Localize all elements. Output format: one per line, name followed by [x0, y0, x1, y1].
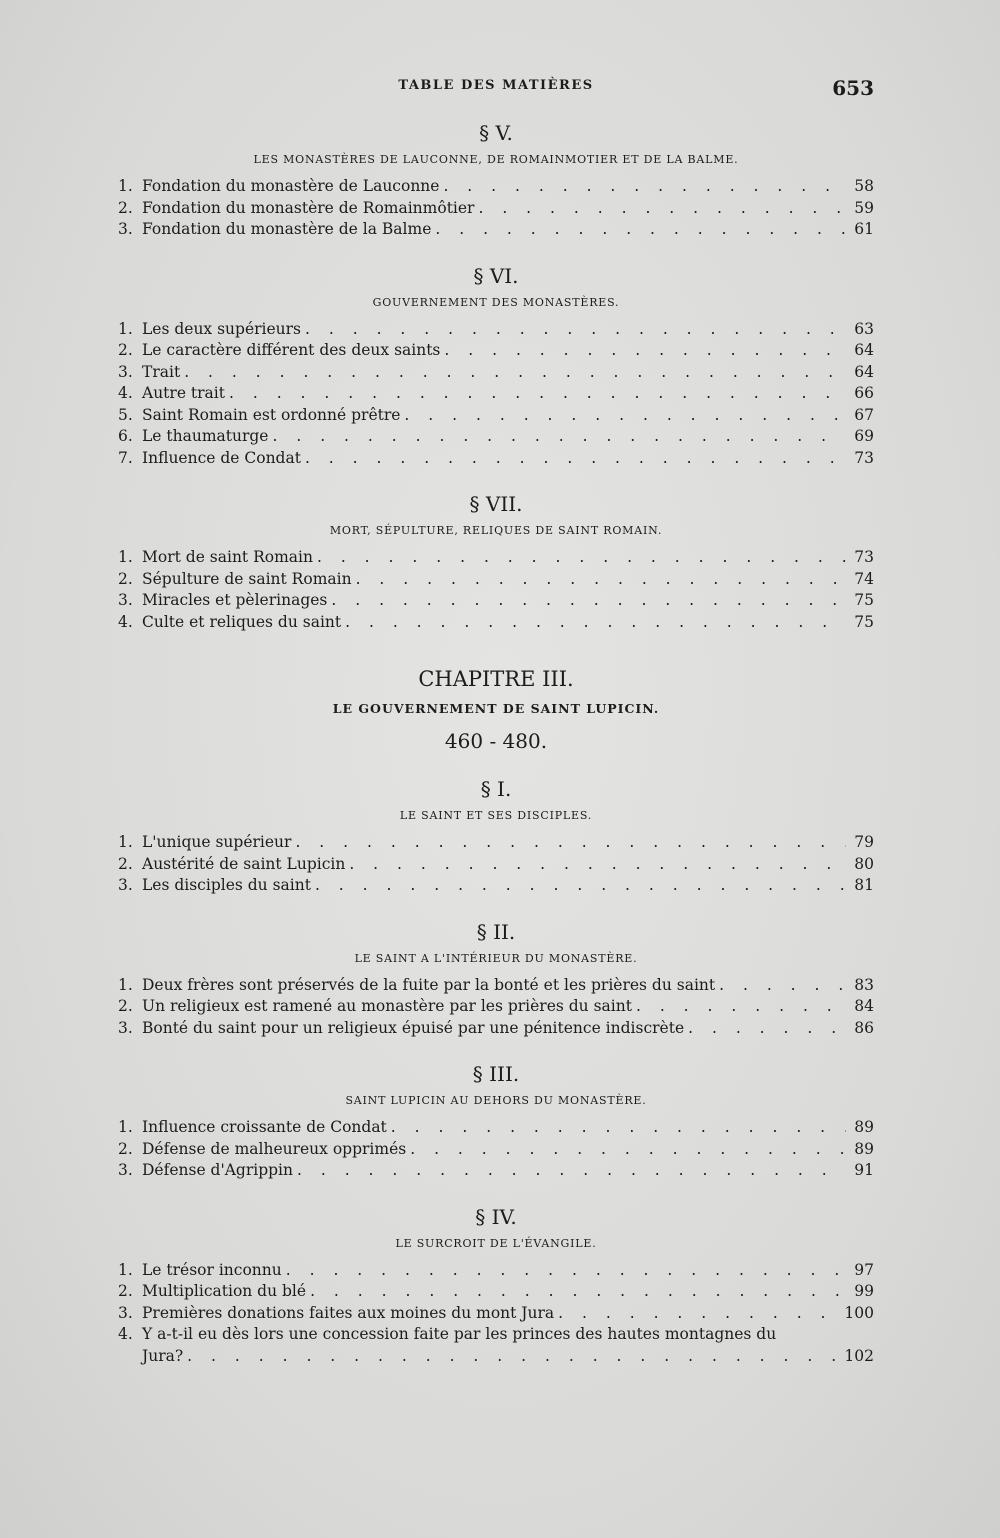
entry-title-line1: Y a-t-il eu dès lors une concession faite par les princes des hautes montagnes du	[142, 1325, 777, 1343]
dot-leader	[478, 198, 846, 220]
entry-page: 100	[844, 1303, 874, 1322]
entry-number: 2.	[118, 997, 133, 1015]
entry-page: 80	[854, 854, 874, 873]
toc-entry	[118, 1117, 874, 1139]
section-heading: § I.	[480, 777, 512, 801]
entry-number: 1.	[118, 319, 133, 338]
entry-title: Fondation du monastère de Romainmôtier	[142, 198, 475, 217]
dot-leader	[305, 319, 846, 341]
entry-number: 4.	[118, 1325, 133, 1343]
section-heading: § III.	[472, 1062, 520, 1086]
entry-number: 3.	[118, 1161, 133, 1179]
entry-title: Mort de saint Romain	[142, 548, 313, 566]
entry-page: 86	[854, 1018, 874, 1037]
entry-number: 3.	[118, 591, 133, 609]
entry-number: 1.	[118, 833, 133, 851]
section-heading: § IV.	[475, 1204, 517, 1229]
entry-number: 1.	[118, 1118, 133, 1136]
toc-entry	[118, 448, 874, 470]
dot-leader	[435, 219, 846, 241]
dot-leader	[558, 1303, 838, 1325]
entry-page: 84	[854, 997, 874, 1015]
entry-page: 89	[854, 1139, 874, 1158]
entry-title: Trait	[142, 362, 181, 381]
toc-entry	[118, 1281, 874, 1303]
dot-leader	[410, 1139, 846, 1161]
entry-title: Le trésor inconnu	[142, 1260, 282, 1279]
toc-entry	[118, 1303, 874, 1325]
entry-page: 91	[854, 1161, 874, 1179]
toc-entry	[118, 1260, 874, 1282]
entry-page: 64	[854, 362, 874, 381]
entry-page: 59	[854, 198, 874, 217]
dot-leader	[719, 975, 846, 997]
sections-part-a	[118, 120, 874, 633]
section-subtitle: LES MONASTÈRES DE LAUCONNE, DE ROMAINMOTIER ET DE LA BALME.	[253, 153, 739, 166]
entry-title: Fondation du monastère de la Balme	[142, 220, 432, 238]
entry-page: 73	[854, 448, 874, 467]
entry-number: 4.	[118, 384, 133, 402]
entry-number: 2.	[118, 1282, 133, 1300]
entry-page: 75	[854, 612, 874, 631]
entry-title: Fondation du monastère de Lauconne	[142, 177, 440, 195]
toc-entry	[118, 319, 874, 341]
dot-leader	[286, 1260, 846, 1282]
dot-leader	[391, 1117, 846, 1139]
toc-entry	[118, 340, 874, 362]
section-heading: § VII.	[469, 492, 523, 516]
toc-entry	[118, 1139, 874, 1161]
entry-number: 1.	[118, 975, 133, 994]
chapter-subtitle: LE GOUVERNEMENT DE SAINT LUPICIN.	[332, 701, 660, 716]
toc-entry	[118, 405, 874, 427]
toc-entry	[118, 219, 874, 241]
entry-number: 1.	[118, 548, 133, 566]
toc-entry	[118, 383, 874, 405]
entry-page: 74	[854, 569, 874, 588]
toc-entry-continuation	[118, 1346, 874, 1368]
entry-title: Bonté du saint pour un religieux épuisé par une pénitence indiscrète	[142, 1018, 685, 1037]
dot-leader	[331, 590, 846, 612]
entry-number: 1.	[118, 1260, 133, 1279]
running-header	[118, 76, 874, 100]
dot-leader	[229, 383, 846, 405]
toc-entry	[118, 875, 874, 897]
entry-page: 66	[854, 384, 874, 402]
entry-title: Le thaumaturge	[142, 427, 269, 445]
entry-page: 58	[854, 177, 874, 195]
dot-leader	[636, 996, 846, 1018]
entry-page: 79	[854, 833, 874, 851]
entry-title-line2: Jura?	[142, 1346, 184, 1365]
entry-number: 5.	[118, 405, 133, 424]
entry-page: 83	[854, 975, 874, 994]
table-of-contents	[118, 120, 874, 1367]
toc-entry	[118, 854, 874, 876]
entry-page: 97	[854, 1260, 874, 1279]
dot-leader	[356, 569, 846, 591]
toc-entry	[118, 1018, 874, 1040]
toc-entry	[118, 996, 874, 1018]
entry-title: L'unique supérieur	[142, 833, 292, 851]
toc-entry	[118, 569, 874, 591]
entry-number: 3.	[118, 362, 133, 381]
toc-entry	[118, 590, 874, 612]
entry-page: 61	[854, 220, 874, 238]
entry-number: 3.	[118, 1303, 133, 1322]
dot-leader	[187, 1346, 838, 1368]
entry-number: 6.	[118, 427, 133, 445]
dot-leader	[305, 448, 846, 470]
entry-page: 73	[854, 548, 874, 566]
toc-entry	[118, 426, 874, 448]
entry-page: 63	[854, 319, 874, 338]
entry-title: Sépulture de saint Romain	[142, 569, 352, 588]
entry-title: Les disciples du saint	[142, 876, 311, 894]
entry-page: 102	[844, 1346, 874, 1365]
entry-number: 4.	[118, 612, 133, 631]
entry-title: Les deux supérieurs	[142, 319, 302, 338]
entry-number: 1.	[118, 177, 133, 195]
entry-title: Défense de malheureux opprimés	[142, 1139, 407, 1158]
dot-leader	[443, 176, 846, 198]
dot-leader	[345, 612, 846, 634]
dot-leader	[349, 854, 846, 876]
entry-page: 99	[854, 1282, 874, 1300]
entry-number: 2.	[118, 569, 133, 588]
entry-page: 81	[854, 876, 874, 894]
entry-number: 3.	[118, 1018, 133, 1037]
section-subtitle: SAINT LUPICIN AU DEHORS DU MONASTÈRE.	[345, 1094, 647, 1107]
section-heading: § II.	[476, 919, 516, 944]
dot-leader	[184, 362, 846, 384]
header-title: TABLE DES MATIÈRES	[398, 78, 594, 93]
entry-page: 64	[854, 341, 874, 359]
toc-entry	[118, 832, 874, 854]
chapter-title: CHAPITRE III.	[418, 667, 574, 691]
chapter-dates: 460 - 480.	[444, 729, 548, 753]
entry-title: Défense d'Agrippin	[142, 1161, 293, 1179]
entry-title: Autre trait	[142, 384, 225, 402]
toc-entry	[118, 176, 874, 198]
dot-leader	[444, 340, 846, 362]
entry-number: 7.	[118, 448, 133, 467]
dot-leader	[295, 832, 846, 854]
entry-title: Influence de Condat	[142, 448, 301, 467]
toc-entry	[118, 975, 874, 997]
entry-page: 67	[854, 405, 874, 424]
dot-leader	[297, 1160, 846, 1182]
section-heading: § V.	[479, 121, 513, 145]
toc-entry	[118, 1160, 874, 1182]
entry-page: 75	[854, 591, 874, 609]
entry-page: 89	[854, 1118, 874, 1136]
dot-leader	[310, 1281, 846, 1303]
section-heading: § VI.	[473, 263, 519, 288]
entry-number: 2.	[118, 854, 133, 873]
entry-title: Deux frères sont préservés de la fuite par la bonté et les prières du saint	[142, 975, 716, 994]
entry-title: Un religieux est ramené au monastère par les prières du saint	[142, 997, 632, 1015]
entry-title: Premières donations faites aux moines du mont Jura	[142, 1303, 555, 1322]
section-subtitle: GOUVERNEMENT DES MONASTÈRES.	[372, 295, 620, 309]
entry-title: Saint Romain est ordonné prêtre	[142, 405, 401, 424]
entry-title: Austérité de saint Lupicin	[142, 854, 346, 873]
section-subtitle: LE SURCROIT DE L'ÉVANGILE.	[395, 1236, 597, 1250]
entry-title: Culte et reliques du saint	[142, 612, 342, 631]
toc-entry	[118, 612, 874, 634]
toc-entry	[118, 198, 874, 220]
entry-number: 2.	[118, 1139, 133, 1158]
dot-leader	[688, 1018, 846, 1040]
section-subtitle: LE SAINT ET SES DISCIPLES.	[399, 809, 593, 822]
entry-title: Miracles et pèlerinages	[142, 591, 328, 609]
dot-leader	[317, 547, 846, 569]
entry-number: 3.	[118, 220, 133, 238]
toc-entry	[118, 547, 874, 569]
sections-part-b	[118, 776, 874, 1367]
entry-number: 3.	[118, 876, 133, 894]
entry-page: 69	[854, 427, 874, 445]
dot-leader	[404, 405, 846, 427]
dot-leader	[272, 426, 846, 448]
entry-number: 2.	[118, 198, 133, 217]
entry-title: Multiplication du blé	[142, 1282, 307, 1300]
section-subtitle: LE SAINT A L'INTÉRIEUR DU MONASTÈRE.	[354, 951, 638, 965]
dot-leader	[315, 875, 846, 897]
entry-title: Le caractère différent des deux saints	[142, 341, 441, 359]
entry-title: Influence croissante de Condat	[142, 1118, 387, 1136]
page-number: 653	[832, 76, 874, 100]
entry-number: 2.	[118, 341, 133, 359]
toc-entry-multiline	[118, 1324, 874, 1346]
toc-entry	[118, 362, 874, 384]
section-subtitle: MORT, SÉPULTURE, RELIQUES DE SAINT ROMAIN.	[329, 524, 663, 537]
